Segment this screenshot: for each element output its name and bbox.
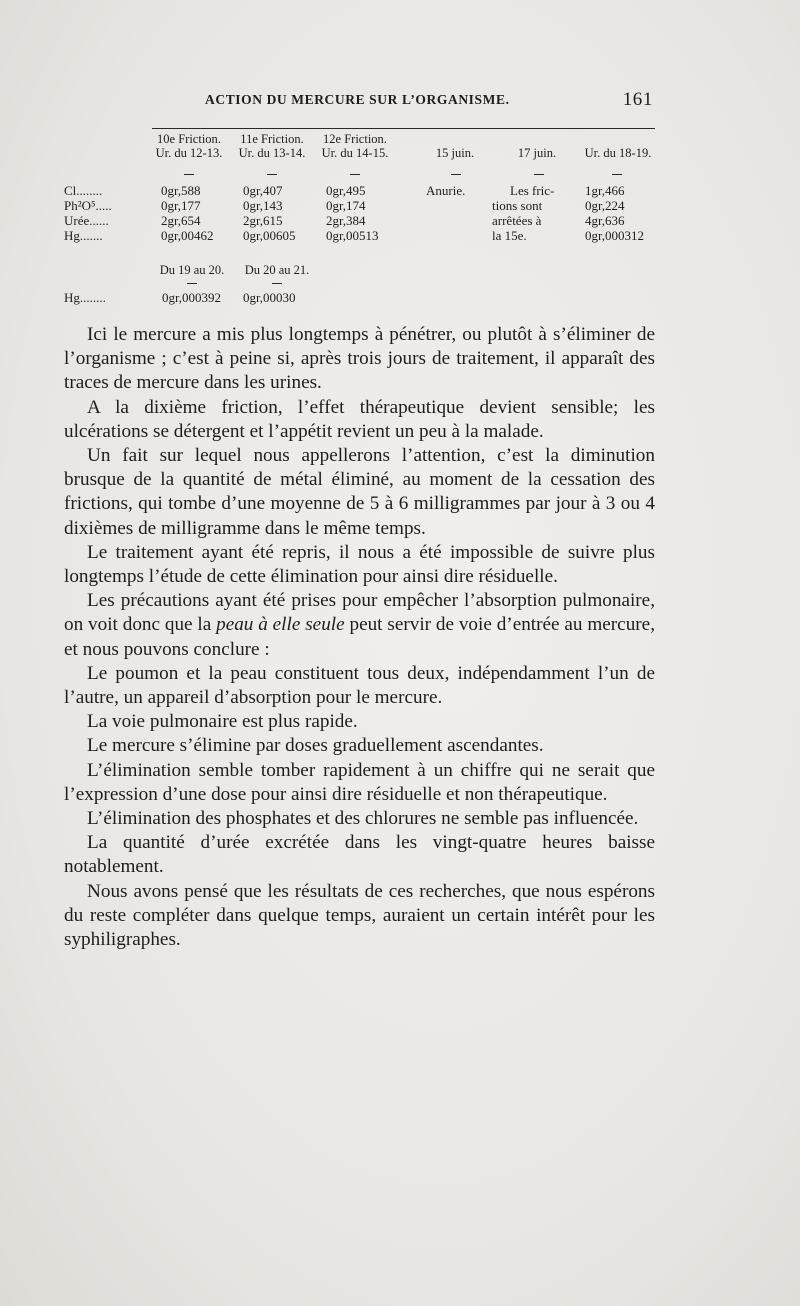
- column-header: Du 19 au 20.: [159, 263, 225, 277]
- column-header-line1: 12e Friction.: [323, 132, 387, 146]
- table-cell: 0gr,224: [585, 198, 625, 213]
- column-header: Du 20 au 21.: [244, 263, 310, 277]
- paragraph: La quantité d’urée excrétée dans les vingt-quatre heures baisse notablement.: [64, 832, 655, 878]
- table-cell: 1gr,466: [585, 183, 625, 198]
- table-cell: 0gr,177: [161, 198, 201, 213]
- paragraph: L’élimination des phosphates et des chlorures ne semble pas influencée.: [87, 808, 639, 830]
- table-cell: Anurie.: [426, 183, 466, 198]
- column-header-line2: Ur. du 14-15.: [321, 145, 389, 160]
- table-cell: 2gr,654: [161, 213, 201, 228]
- header-rule: [152, 128, 655, 129]
- table-cell: 0gr,000392: [162, 290, 222, 305]
- running-header: [205, 89, 655, 114]
- column-dash: [187, 283, 197, 284]
- table-cell: 4gr,636: [585, 213, 625, 228]
- row-label: Hg.......: [64, 228, 103, 243]
- paragraph: Le poumon et la peau constituent tous deux, indépendamment l’un de l’autre, un appareil d’absorption pour le mercure.: [64, 662, 655, 709]
- table-cell: 0gr,143: [243, 198, 283, 213]
- column-header-line1: [420, 133, 490, 147]
- table-cell: Les fric-: [510, 183, 555, 198]
- table-cell: 0gr,00030: [243, 290, 296, 305]
- table-cell: la 15e.: [492, 228, 527, 243]
- emphasis-text: peau à elle seule: [216, 614, 345, 636]
- column-header: [229, 133, 315, 160]
- table-cell: 0gr,00513: [326, 228, 379, 243]
- paragraph: Un fait sur lequel nous appellerons l’attention, c’est la diminution brusque de la quantité de métal éliminé, au moment de la cessation des frictions, qui tombe d’une moyenne de 5 à 6 milligrammes par jour à 3 ou 4 dixièmes de milligramme dans le même temps.: [64, 445, 655, 539]
- paragraph: A la dixième friction, l’effet thérapeutique devient sensible; les ulcérations se détergent et l’appétit revient un peu à la malade.: [64, 396, 655, 442]
- row-label: Hg........: [64, 290, 106, 305]
- row-label: Urée......: [64, 213, 109, 228]
- column-header-line2: 17 juin.: [517, 145, 557, 160]
- column-dash: [534, 174, 544, 175]
- table-cell: 0gr,495: [326, 183, 366, 198]
- table-cell: 0gr,00462: [161, 228, 214, 243]
- running-title: ACTION DU MERCURE SUR L’ORGANISME.: [205, 92, 510, 107]
- column-dash: [451, 174, 461, 175]
- column-header-line1: [502, 133, 572, 147]
- table-cell: 0gr,000312: [585, 228, 645, 243]
- paragraph: L’élimination semble tomber rapidement à un chiffre qui ne serait que l’expression d’une dose pour ainsi dire résiduelle et non thérapeutique.: [64, 759, 655, 805]
- column-header: [502, 133, 572, 160]
- paragraph: Nous avons pensé que les résultats de ces recherches, que nous espérons du reste compléter dans quelque temps, auraient un certain intérêt pour les syphiligraphes.: [64, 880, 655, 951]
- column-header: [574, 133, 662, 160]
- page-number: 161: [622, 89, 653, 110]
- table-cell: 0gr,00605: [243, 228, 296, 243]
- table-cell: tions sont: [492, 198, 543, 213]
- column-dash: [272, 283, 282, 284]
- row-label: Cl........: [64, 183, 103, 198]
- column-header-line1: [574, 133, 662, 147]
- column-header: [312, 133, 398, 160]
- column-dash: [184, 174, 194, 175]
- paragraph: Ici le mercure a mis plus longtemps à pénétrer, ou plutôt à s’éliminer de l’organisme ; c’est à peine si, après trois jours de traitement, il apparaît des traces de mercure dans les urines.: [64, 324, 655, 394]
- body-text: [64, 323, 655, 952]
- paragraph: Le mercure s’élimine par doses graduellement ascendantes.: [87, 735, 544, 757]
- column-header-line1: 11e Friction.: [240, 132, 304, 146]
- paragraph-text: peut servir de voie d’entrée au mercure, et nous pouvons conclure :: [64, 614, 655, 660]
- table-cell: 0gr,174: [326, 198, 366, 213]
- column-dash: [350, 174, 360, 175]
- table-cell: 2gr,384: [326, 213, 366, 228]
- paragraph: La voie pulmonaire est plus rapide.: [87, 711, 358, 733]
- table-cell: 0gr,588: [161, 183, 201, 198]
- column-header-line1: 10e Friction.: [157, 132, 221, 146]
- paragraph: Le traitement ayant été repris, il nous a été impossible de suivre plus longtemps l’étude de cette élimination pour ainsi dire résiduelle.: [64, 541, 655, 588]
- table-cell: arrêtées à: [492, 213, 542, 228]
- table-cell: 0gr,407: [243, 183, 283, 198]
- column-header: [145, 133, 233, 160]
- paragraph: [64, 589, 655, 662]
- row-label: Ph²O⁵.....: [64, 198, 112, 213]
- column-header-line2: Ur. du 12-13.: [155, 145, 223, 160]
- column-header-line2: 15 juin.: [435, 145, 475, 160]
- column-header-line2: Ur. du 13-14.: [238, 145, 306, 160]
- column-dash: [267, 174, 277, 175]
- column-header-line2: Ur. du 18-19.: [584, 145, 652, 160]
- column-dash: [612, 174, 622, 175]
- column-header: [420, 133, 490, 160]
- paragraph-text: Les précautions ayant été prises pour empêcher l’absorption pulmonaire, on voit donc que la: [64, 590, 655, 636]
- table-cell: 2gr,615: [243, 213, 283, 228]
